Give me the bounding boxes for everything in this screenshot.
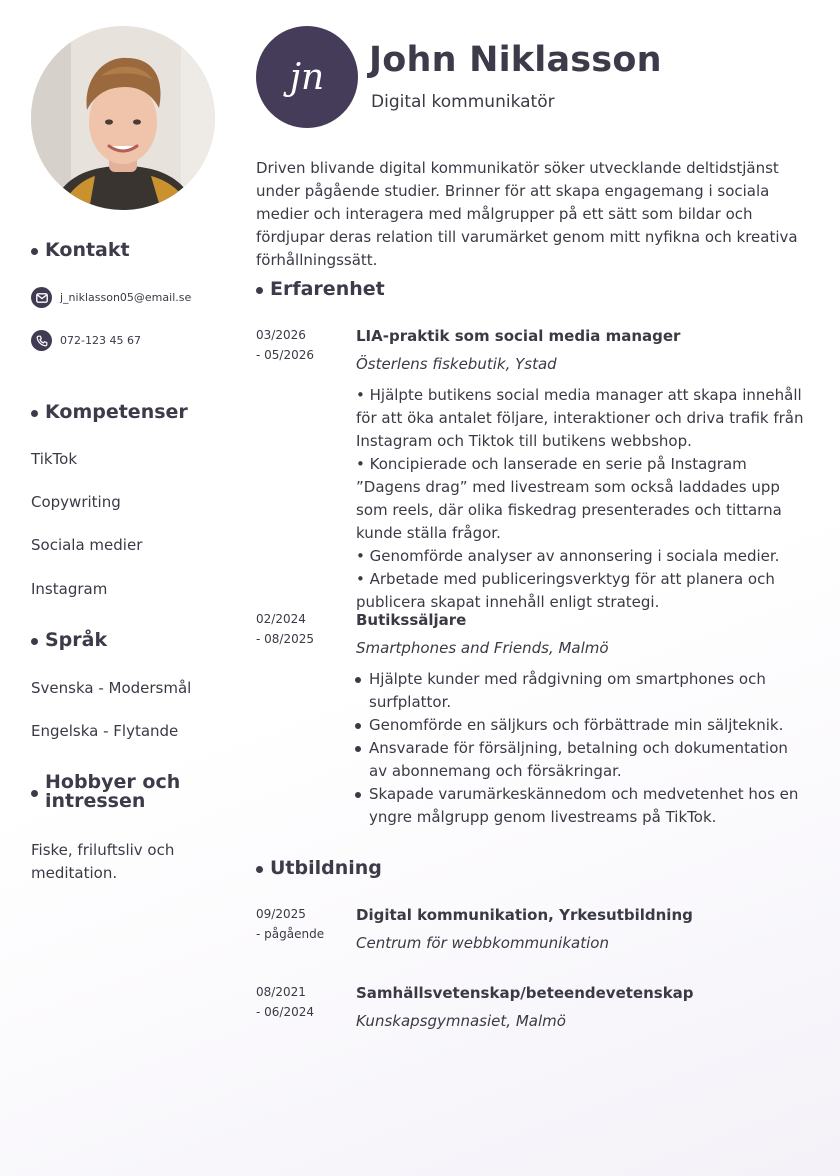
profile-photo-illustration [31, 26, 215, 210]
experience-heading [256, 278, 385, 300]
contact-phone[interactable] [31, 330, 141, 351]
job-bullet: Ansvarade för försäljning, betalning och dokumentation av abonnemang och försäkringar. [352, 737, 802, 783]
person-title: Digital kommunikatör [371, 92, 555, 112]
profile-photo [31, 26, 215, 210]
education-date-end: - 06/2024 [256, 1005, 314, 1019]
job-employer: Österlens fiskebutik, Ystad [356, 355, 557, 373]
skill-item: Sociala medier [31, 536, 143, 554]
dot-icon [31, 410, 38, 417]
education-heading [256, 857, 382, 879]
person-name: John Niklasson [369, 40, 662, 80]
skill-item: Copywriting [31, 493, 121, 511]
job-description [356, 384, 816, 614]
experience-heading-label: Erfarenhet [270, 278, 385, 300]
education-heading-label: Utbildning [270, 857, 382, 879]
education-date [256, 982, 314, 1022]
job-date-start: 02/2024 [256, 612, 306, 626]
job-date [256, 325, 314, 365]
phone-text[interactable]: 072-123 45 67 [60, 334, 141, 347]
education-date [256, 904, 324, 944]
job-title: Butikssäljare [356, 611, 467, 629]
job-employer: Smartphones and Friends, Malmö [356, 639, 609, 657]
job-bullet: • Hjälpte butikens social media manager att skapa innehåll för att öka antalet följare, interaktioner och driva trafik från Instagram och Tiktok till butikens webbshop. [356, 386, 804, 450]
skill-item: TikTok [31, 450, 78, 468]
dot-icon [256, 287, 263, 294]
language-item: Svenska - Modersmål [31, 679, 192, 697]
job-bullet: • Koncipierade och lanserade en serie på Instagram ”Dagens drag” med livestream som också laddades upp som reels, där olika fiskedrag presenterades och tittarna kunde ställa frågor. [356, 455, 782, 542]
education-school: Centrum för webbkommunikation [356, 934, 609, 952]
job-title: LIA-praktik som social media manager [356, 327, 681, 345]
dot-icon [31, 790, 38, 797]
skills-heading [31, 401, 188, 423]
email-text[interactable]: j_niklasson05@email.se [60, 291, 192, 304]
job-date-start: 03/2026 [256, 328, 306, 342]
language-item: Engelska - Flytande [31, 722, 179, 740]
skills-heading-label: Kompetenser [45, 401, 188, 423]
education-date-start: 09/2025 [256, 907, 306, 921]
envelope-icon [31, 287, 52, 308]
skill-item: Instagram [31, 580, 108, 598]
job-description [352, 668, 802, 829]
job-date-end: - 05/2026 [256, 348, 314, 362]
education-title: Digital kommunikation, Yrkesutbildning [356, 906, 693, 924]
job-date-end: - 08/2025 [256, 632, 314, 646]
hobbies-heading [31, 773, 221, 811]
dot-icon [31, 638, 38, 645]
hobbies-text: Fiske, friluftsliv och meditation. [31, 841, 175, 882]
hobbies-heading-label: Hobbyer och intressen [45, 771, 181, 812]
languages-heading-label: Språk [45, 629, 108, 651]
profile-summary: Driven blivande digital kommunikatör söker utvecklande deltidstjänst under pågående studier. Brinner för att skapa engagemang i sociala medier och interagera med målgrupper på ett sätt som bildar och fördjupar deras relation till varumärket genom mitt nyfikna och kreativa förhållningssätt. [256, 159, 798, 269]
education-date-end: - pågående [256, 927, 325, 941]
languages-heading [31, 629, 107, 651]
job-bullet: • Genomförde analyser av annonsering i sociala medier. [356, 547, 780, 565]
contact-heading-label: Kontakt [45, 239, 130, 261]
dot-icon [31, 248, 38, 255]
phone-icon [31, 330, 52, 351]
dot-icon [256, 866, 263, 873]
contact-heading [31, 239, 130, 261]
job-bullet: Skapade varumärkeskännedom och medvetenhet hos en yngre målgrupp genom livestreams på TikTok. [352, 783, 802, 829]
job-bullet: Genomförde en säljkurs och förbättrade min säljteknik. [352, 714, 802, 737]
education-title: Samhällsvetenskap/beteendevetenskap [356, 984, 694, 1002]
education-school: Kunskapsgymnasiet, Malmö [356, 1012, 566, 1030]
education-date-start: 08/2021 [256, 985, 306, 999]
job-bullet: Hjälpte kunder med rådgivning om smartphones och surfplattor. [352, 668, 802, 714]
monogram-text: jn [289, 56, 325, 98]
job-date [256, 609, 314, 649]
job-bullet: • Arbetade med publiceringsverktyg för att planera och publicera skapat innehåll enligt strategi. [356, 570, 775, 611]
monogram-badge [256, 26, 358, 128]
contact-email[interactable] [31, 287, 191, 308]
